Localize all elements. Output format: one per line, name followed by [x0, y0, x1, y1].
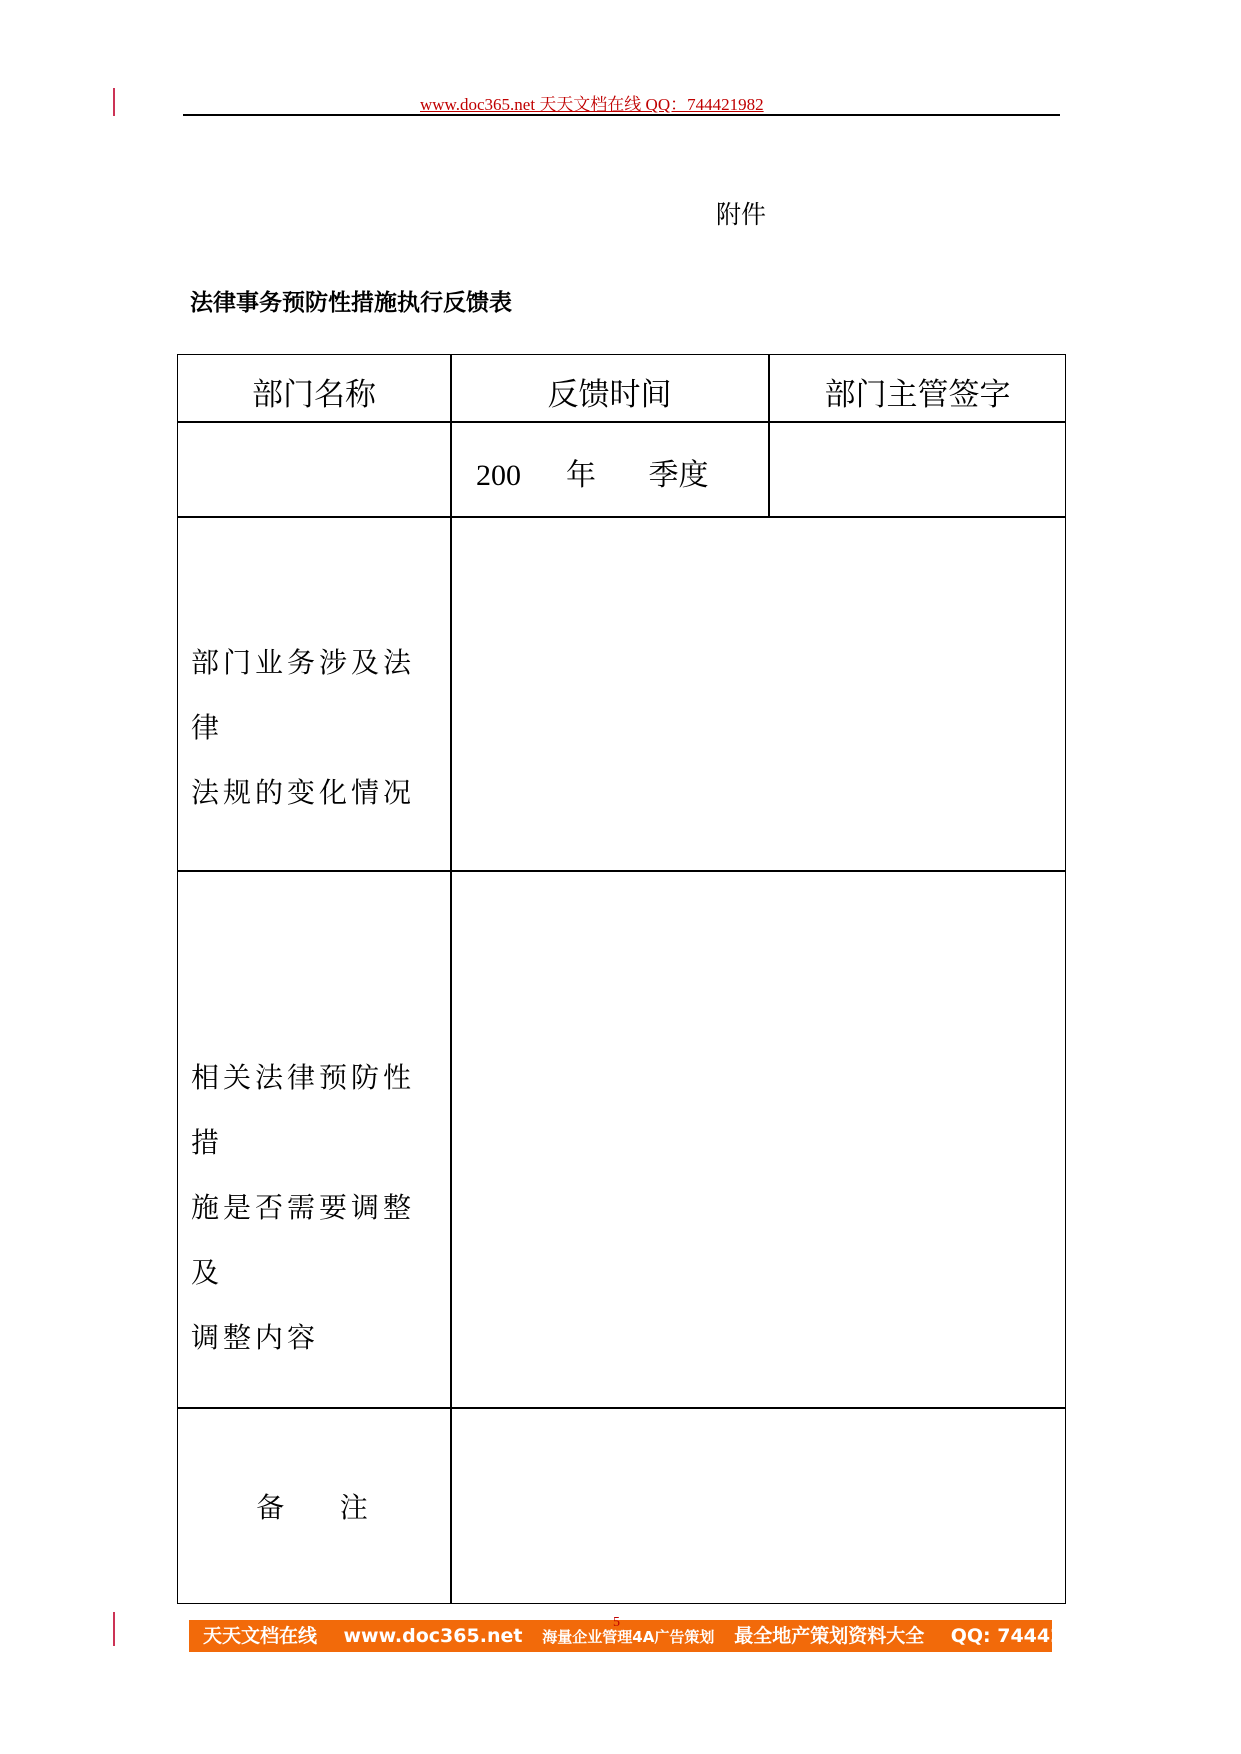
header-department-name: 部门名称 [252, 377, 376, 413]
crop-mark-bottom [113, 1612, 115, 1646]
feedback-form-table [177, 354, 1066, 1604]
row-label-remarks: 备 注 [256, 1491, 372, 1524]
row-label-legal-changes-line1: 部门业务涉及法律 [191, 646, 416, 744]
row-label-legal-changes-line2: 法规的变化情况 [191, 776, 416, 809]
crop-mark-top [113, 88, 115, 116]
footer-slogan-1: 海量企业管理4A广告策划 [542, 1628, 715, 1646]
row-label-adjustment [191, 1045, 446, 1370]
row-label-legal-changes [191, 630, 446, 825]
header-feedback-time: 反馈时间 [547, 377, 672, 413]
row-label-adjustment-line2: 施是否需要调整及 [191, 1191, 416, 1289]
feedback-period-text: 200 年 季度 [476, 459, 709, 492]
footer-banner[interactable] [189, 1620, 1117, 1652]
footer-brand: 天天文档在线 [203, 1625, 318, 1647]
header-supervisor-signature: 部门主管签字 [824, 377, 1011, 413]
footer-slogan-2: 最全地产策划资料大全 [734, 1625, 925, 1647]
department-name-field[interactable] [178, 422, 450, 516]
footer-site: www.doc365.net [343, 1625, 523, 1647]
row-label-adjustment-line1: 相关法律预防性措 [191, 1061, 416, 1159]
row-label-adjustment-line3: 调整内容 [191, 1321, 320, 1354]
footer-qq: QQ: 744421982 [950, 1625, 1117, 1647]
document-title: 法律事务预防性措施执行反馈表 [190, 290, 512, 316]
attachment-label: 附件 [716, 200, 767, 229]
page-number: 5 [613, 1615, 620, 1630]
adjustment-content[interactable] [451, 872, 1066, 1407]
remarks-content[interactable] [451, 1409, 1066, 1603]
legal-changes-content[interactable] [451, 517, 1066, 870]
supervisor-signature-field[interactable] [769, 422, 1066, 516]
header-rule [183, 114, 1060, 116]
header-site-link[interactable]: www.doc365.net 天天文档在线 QQ：744421982 [420, 95, 764, 114]
